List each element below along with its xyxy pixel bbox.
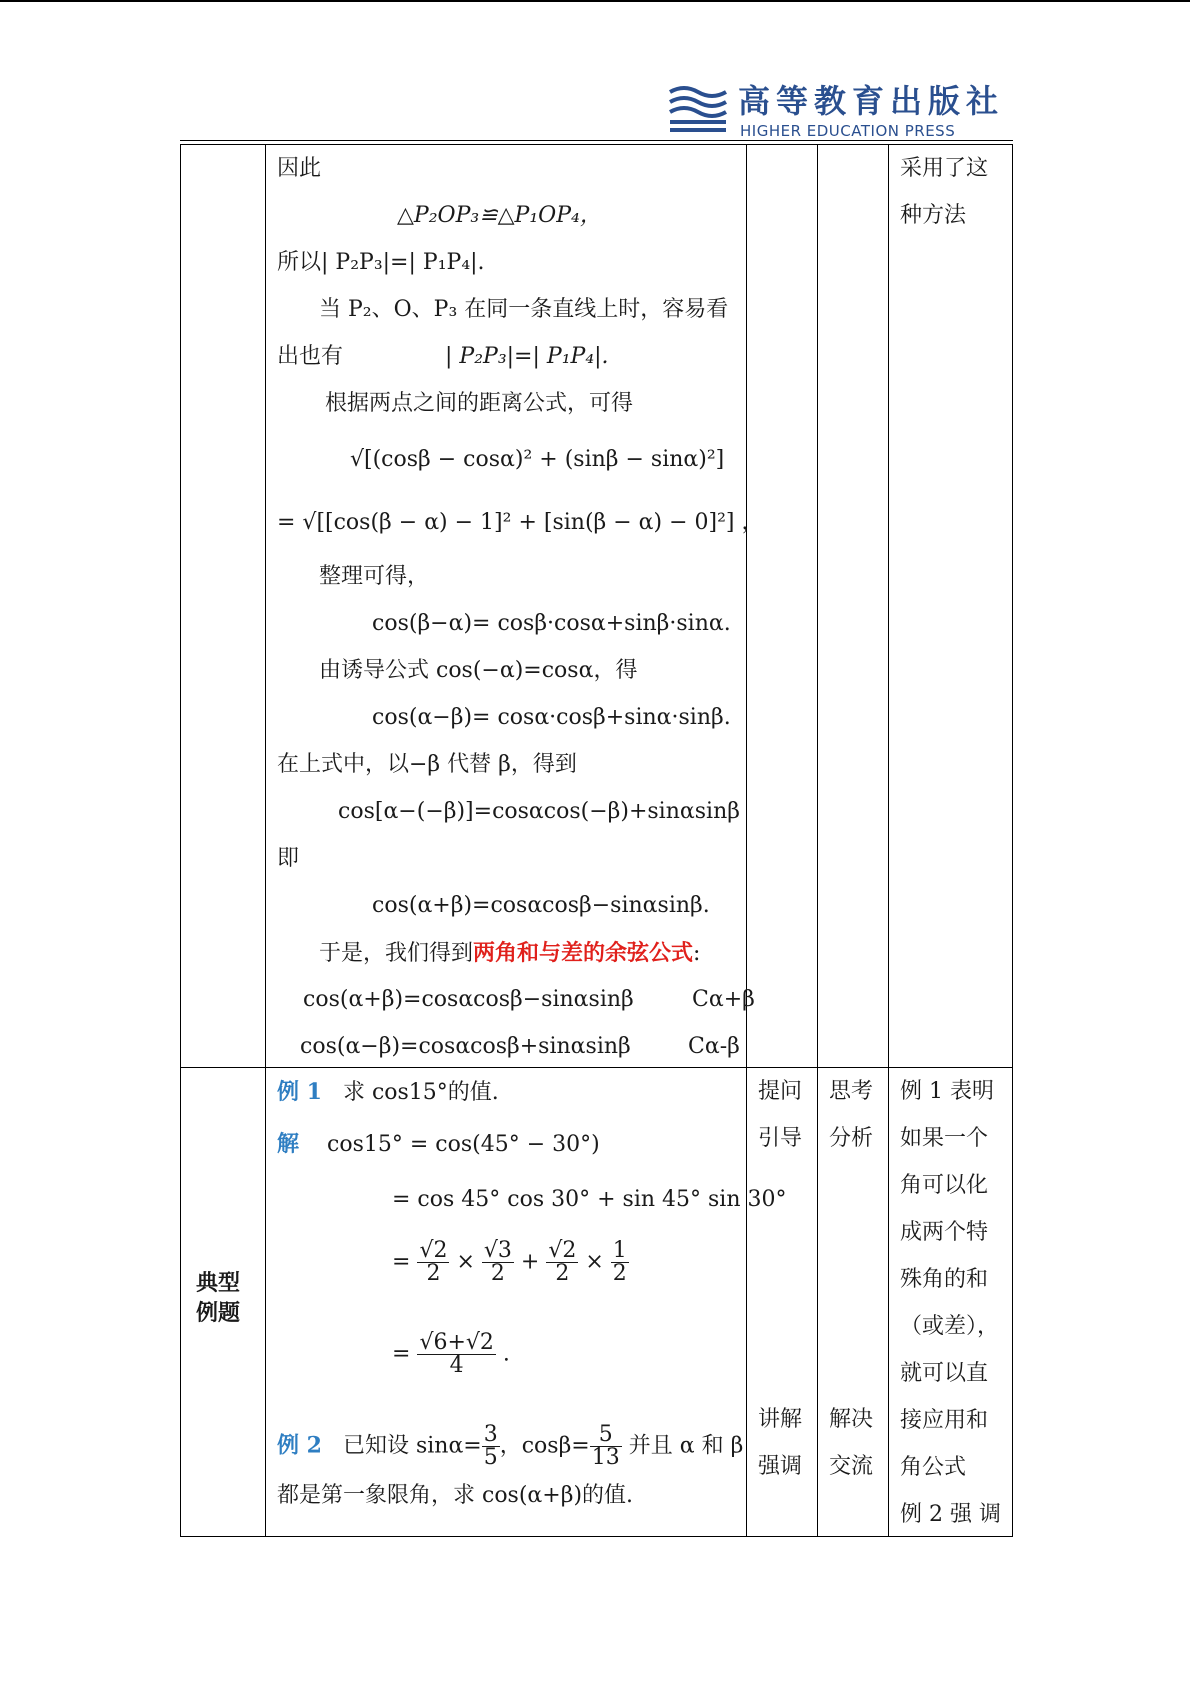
fraction-numerator: √2 <box>419 1238 448 1263</box>
proof-ji: 即 <box>277 846 300 871</box>
fraction-denominator: 2 <box>555 1261 570 1286</box>
proof-line-therefore: 因此 <box>277 156 322 181</box>
section-title-typical-examples <box>196 1268 240 1328</box>
note-line-2: 如果一个 <box>900 1126 989 1151</box>
note-line-1: 例 1 表明 <box>900 1079 994 1104</box>
proof-so: 所以| P₂P₃|=| P₁P₄|. <box>277 250 485 275</box>
note-line-4: 成两个特 <box>900 1220 989 1245</box>
proof-distance-formula-intro: 根据两点之间的距离公式，可得 <box>325 391 634 416</box>
fraction-numerator: 1 <box>612 1238 627 1263</box>
student-activity-analyze: 分析 <box>829 1126 874 1151</box>
student-activity-solve: 解决 <box>829 1407 874 1432</box>
formula-cos-sum: cos(α+β)=cosαcosβ−sinαsinβ <box>303 987 634 1012</box>
proof-replace: 在上式中，以−β 代替 β，得到 <box>277 752 577 777</box>
header-rule <box>180 140 1013 141</box>
note-line-5: 殊角的和 <box>900 1267 989 1292</box>
fraction-denominator: 4 <box>449 1353 464 1378</box>
student-activity-communicate: 交流 <box>829 1454 874 1479</box>
proof-sqrt-expression-1: √[(cosβ − cosα)² + (sinβ − sinα)²] <box>350 447 725 472</box>
formula-cos-diff-label: Cα-β <box>688 1034 740 1059</box>
page-top-rule <box>0 0 1190 2</box>
table-divider-2 <box>746 144 747 1537</box>
fraction-denominator: 2 <box>490 1261 505 1286</box>
example-2-line-1 <box>277 1424 743 1469</box>
example-2-text-3: 并且 α 和 β <box>628 1433 744 1459</box>
example-1-question: 求 cos15°的值. <box>342 1080 499 1105</box>
plus-sign: + <box>520 1249 540 1275</box>
example-2-text-2: ，cosβ= <box>499 1433 590 1459</box>
note-method-2: 种方法 <box>900 203 967 228</box>
proof-conclusion-prefix: 于是，我们得到 <box>319 941 474 966</box>
student-activity-think: 思考 <box>829 1079 874 1104</box>
table-divider-1 <box>265 144 266 1537</box>
fraction-sqrt2-over-2-b <box>546 1240 578 1285</box>
note-method-1: 采用了这 <box>900 156 989 181</box>
proof-collinear-a: 当 P₂、O、P₃ 在同一条直线上时，容易看 <box>319 297 729 322</box>
fraction-5-over-13 <box>590 1424 622 1469</box>
publisher-emblem-icon <box>668 84 730 134</box>
proof-arrange: 整理可得， <box>319 564 430 589</box>
example-2-text-1: 已知设 sinα= <box>342 1433 482 1459</box>
proof-conclusion <box>319 939 700 968</box>
example-1-solution-step-4 <box>392 1332 510 1377</box>
times-sign: × <box>456 1249 475 1275</box>
example-1-solution-step-1 <box>277 1130 600 1159</box>
table-border-bottom <box>180 1536 1013 1537</box>
table-row-divider <box>180 1067 1013 1068</box>
proof-conclusion-suffix: : <box>693 941 701 966</box>
fraction-denominator: 13 <box>591 1445 620 1470</box>
section-title-line-2: 例题 <box>196 1300 241 1326</box>
example-2-line-2: 都是第一象限角，求 cos(α+β)的值. <box>277 1483 634 1508</box>
note-line-9: 角公式 <box>900 1455 967 1480</box>
proof-equation-2: cos(α−β)= cosα·cosβ+sinα·sinβ. <box>372 705 731 730</box>
formula-cos-diff: cos(α−β)=cosαcosβ+sinαsinβ <box>300 1034 631 1059</box>
cosine-sum-difference-formula-title: 两角和与差的余弦公式 <box>473 940 694 966</box>
proof-sqrt-expression-2: = √[[cos(β − α) − 1]² + [sin(β − α) − 0]²] ， <box>277 510 764 535</box>
period: . <box>502 1341 510 1367</box>
fraction-denominator: 2 <box>612 1261 627 1286</box>
fraction-numerator: √6+√2 <box>419 1330 494 1355</box>
table-divider-4 <box>888 144 889 1537</box>
note-line-10: 例 2 强 调 <box>900 1502 1001 1527</box>
publisher-name-cn: 高等教育出版社 <box>738 82 1005 120</box>
proof-equation-3: cos[α−(−β)]=cosαcos(−β)+sinαsinβ <box>338 799 740 824</box>
proof-equation-4: cos(α+β)=cosαcosβ−sinαsinβ. <box>372 893 710 918</box>
fraction-3-over-5 <box>482 1424 500 1469</box>
proof-induced-formula: 由诱导公式 cos(−α)=cosα，得 <box>319 658 638 683</box>
publisher-logo <box>668 82 1005 140</box>
example-1-solution-step-3 <box>392 1240 629 1285</box>
formula-cos-sum-label: Cα+β <box>692 987 755 1012</box>
step-4-equals: = <box>392 1341 411 1367</box>
proof-collinear-equality: | P₂P₃|=| P₁P₄|. <box>445 344 609 369</box>
example-1-label: 例 1 <box>277 1079 322 1105</box>
note-line-7: 就可以直 <box>900 1361 989 1386</box>
fraction-sqrt2-over-2-a <box>417 1240 449 1285</box>
fraction-denominator: 2 <box>426 1261 441 1286</box>
solution-step-1-text: cos15° = cos(45° − 30°) <box>327 1132 600 1157</box>
proof-collinear-b: 出也有 <box>277 344 344 369</box>
note-line-3: 角可以化 <box>900 1173 989 1198</box>
note-line-8: 接应用和 <box>900 1408 989 1433</box>
table-border-right <box>1012 144 1013 1537</box>
fraction-1-over-2 <box>611 1240 629 1285</box>
example-2-label: 例 2 <box>277 1432 322 1459</box>
teacher-activity-guide: 引导 <box>758 1126 803 1151</box>
example-1-solution-step-2: = cos 45° cos 30° + sin 45° sin 30° <box>392 1187 787 1212</box>
fraction-numerator: 5 <box>590 1424 622 1447</box>
fraction-denominator: 5 <box>483 1445 498 1470</box>
table-divider-3 <box>817 144 818 1537</box>
fraction-numerator: √3 <box>483 1238 512 1263</box>
teacher-activity-explain: 讲解 <box>758 1407 803 1432</box>
fraction-numerator: 3 <box>483 1422 498 1447</box>
proof-congruence: △P₂OP₃≌△P₁OP₄， <box>397 203 602 228</box>
teacher-activity-emphasize: 强调 <box>758 1454 803 1479</box>
solution-label: 解 <box>277 1131 300 1157</box>
fraction-result <box>417 1332 495 1377</box>
publisher-name-en: HIGHER EDUCATION PRESS <box>740 122 956 140</box>
step-3-equals: = <box>392 1249 411 1275</box>
teacher-activity-ask: 提问 <box>758 1079 803 1104</box>
table-border-left <box>180 144 181 1537</box>
times-sign: × <box>585 1249 604 1275</box>
example-1 <box>277 1078 499 1107</box>
note-line-6: （或差）， <box>900 1314 1000 1339</box>
section-title-line-1: 典型 <box>196 1270 241 1296</box>
proof-equation-1: cos(β−α)= cosβ·cosα+sinβ·sinα. <box>372 611 731 636</box>
fraction-sqrt3-over-2 <box>482 1240 514 1285</box>
fraction-numerator: √2 <box>548 1238 577 1263</box>
